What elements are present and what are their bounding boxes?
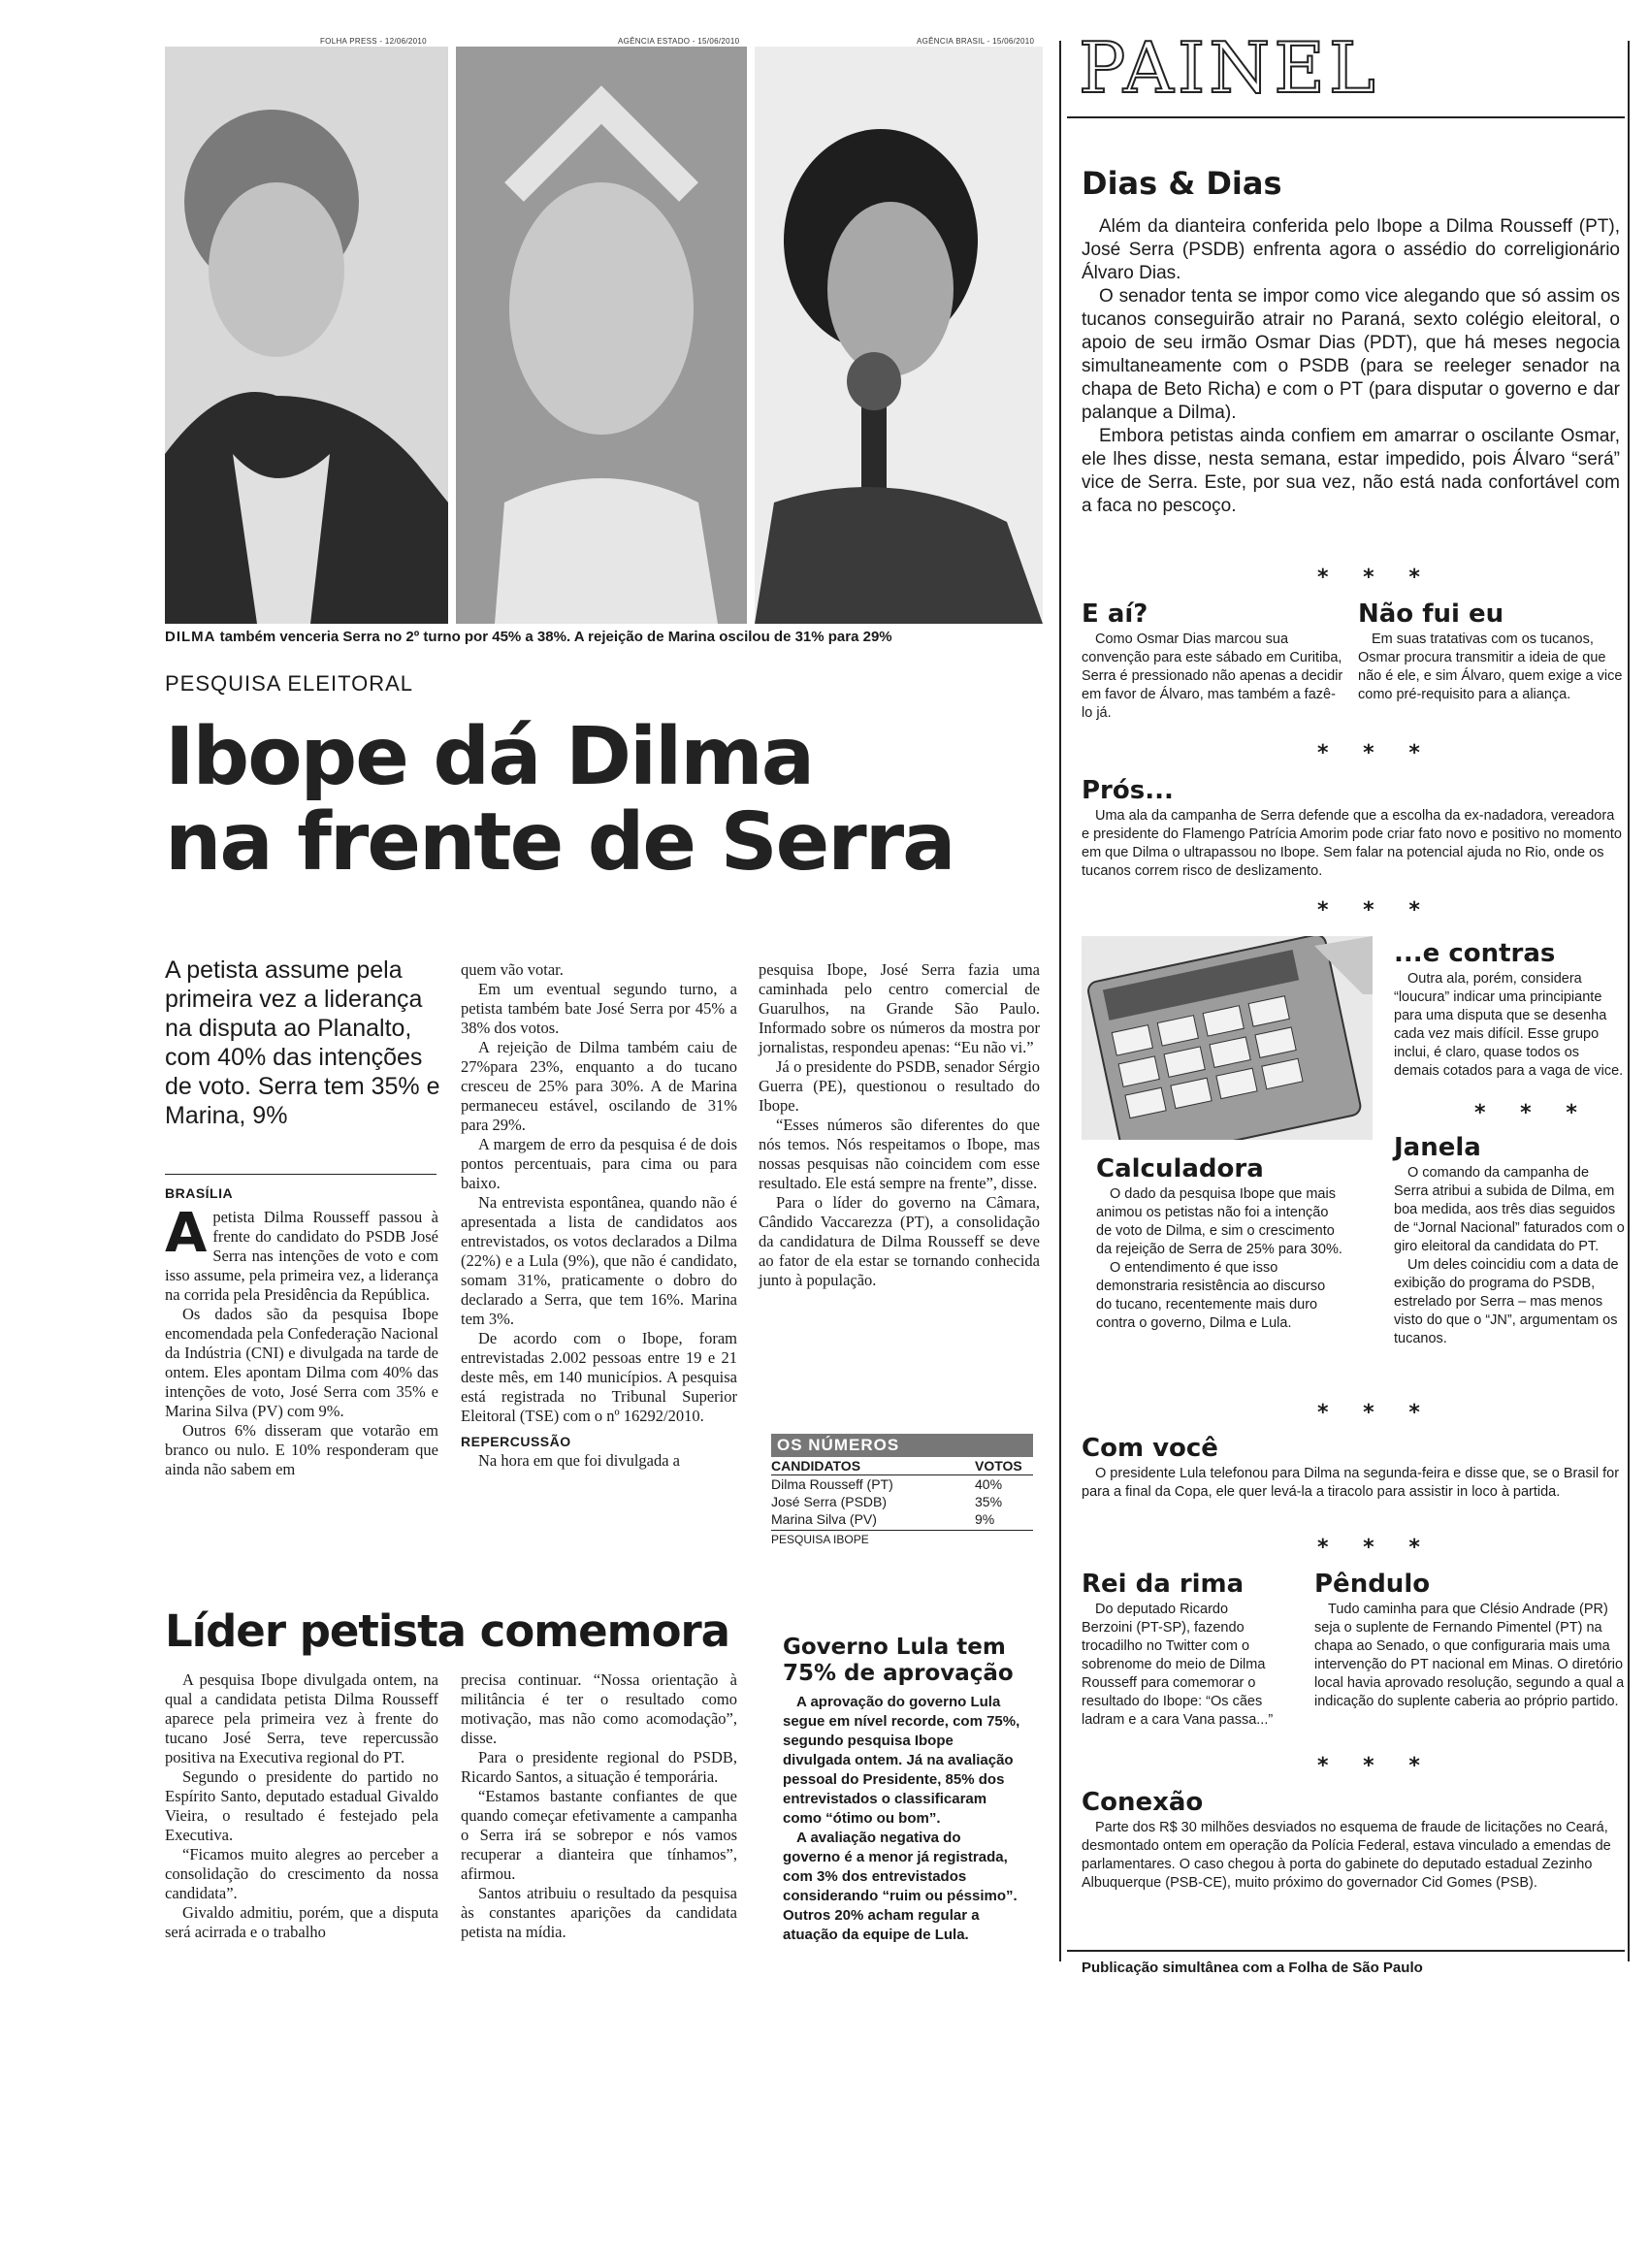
note-title-conexao: Conexão xyxy=(1082,1788,1204,1817)
caption-text: também venceria Serra no 2º turno por 45% a 38%. A rejeição de Marina oscilou de 31% para 29% xyxy=(215,629,892,645)
note-paragraph: Uma ala da campanha de Serra defende que a escolha da ex-nadadora, vereadora e presidente do Flamengo Patrícia Amorim pode criar fato novo e positivo no momento em que Dilma o ultrapassou no Ibope. Sem falar na potencial ajuda no Rio, onde os tucanos correm risco de deslizamento. xyxy=(1082,808,1622,879)
article-paragraph: Na entrevista espontânea, quando não é apresentada a lista de candidatos aos entrevistados, os votos declarados a Dilma (22%) e a Lula (9%), que não é candidato, somam 31%, praticamente o dobro do declarado a Serra, que tem 16%. Marina tem 3%. xyxy=(461,1193,737,1328)
note-body-comvoce xyxy=(1082,1465,1623,1502)
note-title-naofui: Não fui eu xyxy=(1358,599,1504,629)
dropcap: A xyxy=(165,1202,208,1265)
separator-stars: * * * xyxy=(1474,1101,1591,1125)
right-border xyxy=(1628,41,1630,1961)
article-paragraph: A margem de erro da pesquisa é de dois pontos percentuais, para cima ou para baixo. xyxy=(461,1135,737,1192)
calculator-image xyxy=(1082,936,1373,1140)
note-body-dias xyxy=(1082,215,1620,518)
article-paragraph: Para o líder do governo na Câmara, Cândido Vaccarezza (PT), a consolidação da candidatura de Dilma Rousseff se deve ao fator de ela estar se tornando conhecida junto à população. xyxy=(759,1193,1040,1289)
separator-stars: * * * xyxy=(1317,898,1434,923)
note-paragraph: O entendimento é que isso demonstraria resistência ao discurso do tucano, recentemente mais duro contra o governo, Dilma e Lula. xyxy=(1096,1260,1326,1331)
table-row xyxy=(771,1475,1033,1493)
note-body-naofui xyxy=(1358,631,1625,704)
note-title-calculadora: Calculadora xyxy=(1096,1154,1264,1183)
note-title-pros: Prós... xyxy=(1082,776,1174,805)
photo-dilma xyxy=(165,47,448,624)
headline-line-1: Ibope dá Dilma xyxy=(165,711,814,803)
sidebar-headline-2: 75% de aprovação xyxy=(783,1661,1014,1686)
article-paragraph: “Ficamos muito alegres ao perceber a consolidação do crescimento da nossa candidata”. xyxy=(165,1845,438,1902)
article-paragraph: petista Dilma Rousseff passou à frente do candidato do PSDB José Serra nas intenções de voto e com isso assume, pela primeira vez, a liderança na corrida pela Presidência da República. xyxy=(165,1208,438,1304)
column-divider xyxy=(1059,41,1061,1961)
numbers-table-title: OS NÚMEROS xyxy=(771,1434,1033,1457)
photo-credit-1: FOLHA PRESS - 12/06/2010 xyxy=(320,37,427,46)
note-paragraph: Embora petistas ainda confiem em amarrar o oscilante Osmar, ele lhes disse, nesta semana, estar impedido, pois Álvaro “será” vice de Serra. Este, por sua vez, não está nada confortável com a faca no pescoço. xyxy=(1082,426,1620,516)
note-title-eai: E aí? xyxy=(1082,599,1148,629)
second-col-1 xyxy=(165,1670,438,1942)
article-paragraph: Segundo o presidente do partido no Espírito Santo, deputado estadual Givaldo Vieira, o resultado é festejado pela Executiva. xyxy=(165,1767,438,1844)
second-col-2 xyxy=(461,1670,737,1942)
article-paragraph: “Estamos bastante confiantes de que quando começar efetivamente a campanha o Serra irá se sobrepor e nós vamos recuperar a dianteira que tínhamos”, afirmou. xyxy=(461,1787,737,1883)
section-repercussao: REPERCUSSÃO xyxy=(461,1434,571,1449)
note-paragraph: Parte dos R$ 30 milhões desviados no esquema de fraude de licitações no Ceará, desmontado ontem em operação da Polícia Federal, estava vinculado a emendas de parlamentares. O caso chegou à porta do gabinete do deputado estadual Zezinho Albuquerque (PSB-CE), muito próximo do governador Cid Gomes (PSB). xyxy=(1082,1820,1611,1891)
article-paragraph: A pesquisa Ibope divulgada ontem, na qual a candidata petista Dilma Rousseff aparece pela primeira vez à frente do tucano José Serra, teve repercussão positiva na Executiva regional do PT. xyxy=(165,1670,438,1766)
note-body-contras xyxy=(1394,970,1625,1081)
numbers-table-source: PESQUISA IBOPE xyxy=(771,1530,1033,1546)
article-paragraph: A rejeição de Dilma também caiu de 27%para 23%, enquanto a do tucano cresceu de 25% para 30%. A de Marina permaneceu estável, oscilando de 31% para 29%. xyxy=(461,1038,737,1134)
numbers-table-header xyxy=(771,1457,1033,1475)
article-paragraph: Já o presidente do PSDB, senador Sérgio Guerra (PE), questionou o resultado do Ibope. xyxy=(759,1057,1040,1115)
note-title-dias: Dias & Dias xyxy=(1082,165,1282,202)
note-paragraph: O presidente Lula telefonou para Dilma na segunda-feira e disse que, se o Brasil for para a final da Copa, ele quer levá-la a tiracolo para assistir in loco à partida. xyxy=(1082,1466,1620,1500)
note-paragraph: Outra ala, porém, considera “loucura” indicar uma principiante para uma disputa que se desenha cada vez mais difícil. Esse grupo inclui, é claro, quase todos os demais cotados para a vaga de vice. xyxy=(1394,971,1624,1079)
article-paragraph: quem vão votar. xyxy=(461,960,564,979)
article-paragraph: Na hora em que foi divulgada a xyxy=(478,1451,681,1470)
table-row xyxy=(771,1493,1033,1510)
col-header-votos: VOTOS xyxy=(975,1458,1022,1474)
sidebar-paragraph: A avaliação negativa do governo é a menor já registrada, com 3% dos entrevistados considerando “ruim ou péssimo”. Outros 20% acham regular a atuação da equipe de Lula. xyxy=(783,1830,1018,1943)
sidebar-headline-1: Governo Lula tem xyxy=(783,1635,1006,1660)
footer-rule xyxy=(1067,1950,1625,1952)
photo-caption xyxy=(165,629,1043,645)
article-paragraph: Em um eventual segundo turno, a petista também bate José Serra por 45% a 38% dos votos. xyxy=(461,980,737,1037)
table-cell: 9% xyxy=(975,1511,995,1527)
article-col-1 xyxy=(165,1202,438,1479)
separator-stars: * * * xyxy=(1317,1401,1434,1425)
note-paragraph: Além da dianteira conferida pelo Ibope a Dilma Rousseff (PT), José Serra (PSDB) enfrenta agora o assédio do correligionário Álvaro Dias. xyxy=(1082,216,1620,283)
painel-rule xyxy=(1067,116,1625,118)
article-paragraph: precisa continuar. “Nossa orientação à militância é ter o resultado como motivação, mas não como acomodação”, disse. xyxy=(461,1670,737,1747)
note-body-rei xyxy=(1082,1601,1280,1730)
note-paragraph: O dado da pesquisa Ibope que mais animou os petistas não foi a intenção de voto de Dilma, e sim o crescimento da rejeição de Serra de 25% para 30%. xyxy=(1096,1186,1342,1257)
article-paragraph: Outros 6% disseram que votarão em branco ou nulo. E 10% responderam que ainda não sabem em xyxy=(165,1421,438,1478)
table-cell: 40% xyxy=(975,1476,1003,1492)
separator-stars: * * * xyxy=(1317,1536,1434,1560)
note-body-pendulo xyxy=(1314,1601,1625,1711)
second-headline: Líder petista comemora xyxy=(165,1605,730,1657)
note-paragraph: Do deputado Ricardo Berzoini (PT-SP), fazendo trocadilho no Twitter com o sobrenome do meio de Dilma Rousseff para comemorar o resultado do Ibope: “Os cães ladram e a cara Vana passa...” xyxy=(1082,1602,1274,1728)
painel-title: PAINEL xyxy=(1079,27,1379,109)
table-cell: Dilma Rousseff (PT) xyxy=(771,1476,893,1492)
deck: A petista assume pela primeira vez a liderança na disputa ao Planalto, com 40% das intenções de voto. Serra tem 35% e Marina, 9% xyxy=(165,956,440,1129)
note-paragraph: Um deles coincidiu com a data de exibição do programa do PSDB, estrelado por Serra – mas menos visto do que o “JN”, argumentam os tucanos. xyxy=(1394,1257,1619,1346)
article-paragraph: “Esses números são diferentes do que nós temos. Nós respeitamos o Ibope, mas nossas pesquisas não coincidem com esse resultado. Ele está sempre na frente”, disse. xyxy=(759,1116,1040,1192)
kicker: PESQUISA ELEITORAL xyxy=(165,671,414,696)
note-title-comvoce: Com você xyxy=(1082,1434,1218,1463)
note-paragraph: Como Osmar Dias marcou sua convenção para este sábado em Curitiba, Serra é pressionado não apenas a decidir em favor de Álvaro, mas também a fazê-lo já. xyxy=(1082,632,1343,721)
separator-stars: * * * xyxy=(1317,566,1434,590)
table-cell: José Serra (PSDB) xyxy=(771,1494,888,1509)
note-paragraph: Tudo caminha para que Clésio Andrade (PR) seja o suplente de Fernando Pimentel (PT) na chapa ao Senado, o que configuraria mais uma intervenção do PT nacional em Minas. O diretório local havia aprovado resolução, segundo a qual a indicação do suplente caberia ao próprio partido. xyxy=(1314,1602,1625,1709)
table-cell: Marina Silva (PV) xyxy=(771,1511,877,1527)
article-paragraph: pesquisa Ibope, José Serra fazia uma caminhada pelo centro comercial de Guarulhos, na Grande São Paulo. Informado sobre os números da mostra por jornalistas, respondeu apenas: “Eu não vi.” xyxy=(759,960,1040,1056)
photo-credit-3: AGÊNCIA BRASIL - 15/06/2010 xyxy=(917,37,1035,46)
photo-credit-2: AGÊNCIA ESTADO - 15/06/2010 xyxy=(618,37,740,46)
note-body-calculadora xyxy=(1096,1185,1343,1333)
table-row xyxy=(771,1510,1033,1528)
separator-stars: * * * xyxy=(1317,1754,1434,1778)
col-header-candidatos: CANDIDATOS xyxy=(771,1458,861,1474)
note-title-contras: ...e contras xyxy=(1394,939,1556,968)
note-title-pendulo: Pêndulo xyxy=(1314,1570,1431,1599)
note-body-conexao xyxy=(1082,1819,1623,1893)
note-body-janela xyxy=(1394,1164,1625,1348)
note-body-eai xyxy=(1082,631,1343,723)
sidebar-paragraph: A aprovação do governo Lula segue em nível recorde, com 75%, segundo pesquisa Ibope divulgada ontem. Já na avaliação pessoal do Presidente, 85% dos entrevistados o classificaram como “ótimo ou bom”. xyxy=(783,1694,1020,1827)
article-paragraph: Santos atribuiu o resultado da pesquisa às constantes aparições da candidata petista na mídia. xyxy=(461,1884,737,1941)
photo-serra xyxy=(456,47,747,624)
deck-rule xyxy=(165,1174,436,1175)
article-paragraph: Givaldo admitiu, porém, que a disputa será acirrada e o trabalho xyxy=(165,1903,438,1941)
photo-marina xyxy=(755,47,1043,624)
note-paragraph: O senador tenta se impor como vice alegando que só assim os tucanos conseguirão atrair no Paraná, sexto colégio eleitoral, o apoio de seu irmão Osmar Dias (PDT), que há meses negocia simultaneamente com o PSDB (para se reeleger senador na chapa de Beto Richa) e com o PT (para disputar o governo e dar palanque a Dilma). xyxy=(1082,286,1620,423)
note-paragraph: Em suas tratativas com os tucanos, Osmar procura transmitir a ideia de que não é ele, e sim Álvaro, quem exige a vice como pré-requisito para a aliança. xyxy=(1358,632,1623,702)
dateline: BRASÍLIA xyxy=(165,1185,234,1201)
note-paragraph: O comando da campanha de Serra atribui a subida de Dilma, em boa medida, aos três dias seguidos de “Jornal Nacional” faturados com o giro eleitoral da candidata do PT. xyxy=(1394,1165,1625,1254)
article-paragraph: De acordo com o Ibope, foram entrevistadas 2.002 pessoas entre 19 e 21 deste mês, em 140 municípios. A pesquisa está registrada no Tribunal Superior Eleitoral (TSE) com o nº 16292/2010. xyxy=(461,1329,737,1425)
article-col-2 xyxy=(461,960,737,1471)
numbers-table xyxy=(771,1434,1033,1546)
painel-footer: Publicação simultânea com a Folha de São Paulo xyxy=(1082,1960,1423,1976)
sidebar-body xyxy=(783,1693,1020,1945)
note-title-janela: Janela xyxy=(1394,1133,1481,1162)
note-body-pros xyxy=(1082,807,1623,881)
separator-stars: * * * xyxy=(1317,741,1434,765)
article-paragraph: Os dados são da pesquisa Ibope encomendada pela Confederação Nacional da Indústria (CNI) e divulgada na tarde de ontem. Eles apontam Dilma com 40% das intenções de voto, José Serra com 35% e Marina Silva (PV) com 9%. xyxy=(165,1305,438,1420)
article-col-3 xyxy=(759,960,1040,1290)
article-paragraph: Para o presidente regional do PSDB, Ricardo Santos, a situação é temporária. xyxy=(461,1748,737,1786)
note-title-rei: Rei da rima xyxy=(1082,1570,1245,1599)
headline-line-2: na frente de Serra xyxy=(165,796,954,889)
caption-lead: DILMA xyxy=(165,629,216,645)
table-cell: 35% xyxy=(975,1494,1003,1509)
